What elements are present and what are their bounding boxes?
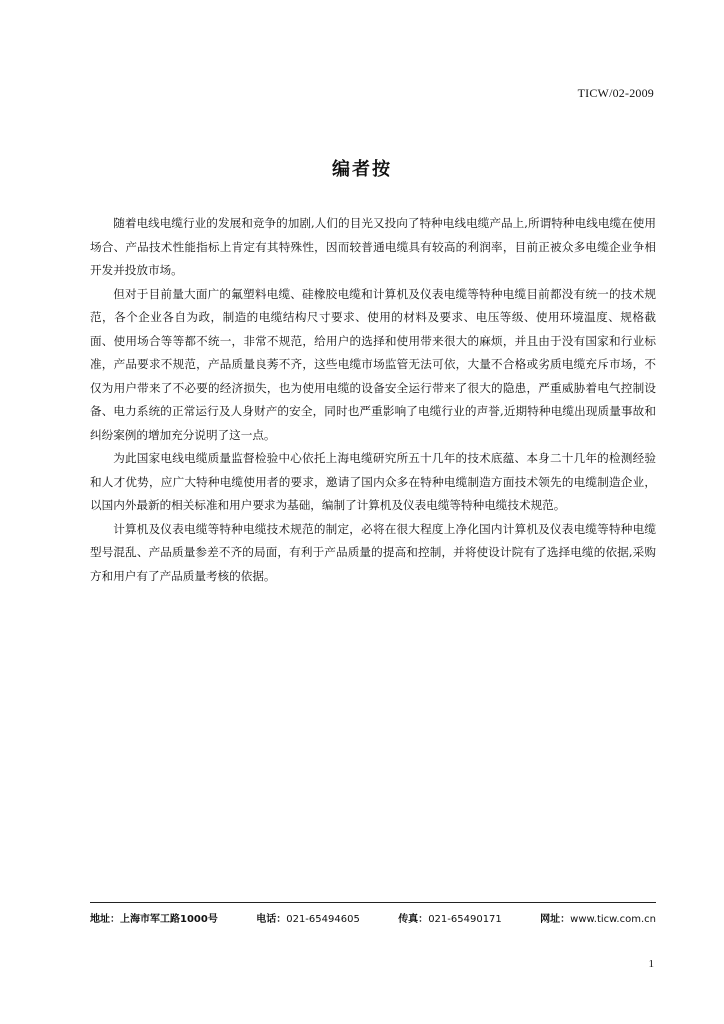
footer-divider (90, 902, 656, 903)
paragraph-3: 为此国家电线电缆质量监督检验中心依托上海电缆研究所五十几年的技术底蕴、本身二十几年的检测经验和人才优势，应广大特种电缆使用者的要求，邀请了国内众多在特种电缆制造方面技术领先的电缆制造企业，以国内外最新的相关标准和用户要求为基础，编制了计算机及仪表电缆等特种电缆技术规范。 (90, 451, 656, 512)
page-title: 编者按 (332, 159, 392, 180)
paragraph-2: 但对于目前量大面广的氟塑料电缆、硅橡胶电缆和计算机及仪表电缆等特种电缆目前都没有统一的技术规范，各个企业各自为政，制造的电缆结构尺寸要求、使用的材料及要求、电压等级、使用环境温度、规格截面、使用场合等等都不统一，非常不规范，给用户的选择和使用带来很大的麻烦，并且由于没有国家和行业标准，产品要求不规范，产品质量良莠不齐，这些电缆市场监管无法可依，大量不合格或劣质电缆充斥市场，不仅为用户带来了不必要的经济损失，也为使用电缆的设备安全运行带来了很大的隐患，严重威胁着电气控制设备、电力系统的正常运行及人身财产的安全，同时也严重影响了电缆行业的声誉,近期特种电缆出现质量事故和纠纷案例的增加充分说明了这一点。 (90, 286, 656, 442)
document-body (90, 212, 656, 588)
fax-label: 传真： (398, 914, 429, 925)
page-number: 1 (648, 958, 654, 970)
phone-value: 021-65494605 (286, 914, 360, 925)
footer-website (540, 910, 656, 925)
footer-phone (256, 910, 360, 925)
paragraph-1: 随着电线电缆行业的发展和竞争的加剧,人们的目光又投向了特种电线电缆产品上,所谓特种电线电缆在使用场合、产品技术性能指标上肯定有其特殊性，因而较普通电缆具有较高的利润率，目前正被众多电缆企业争相开发并投放市场。 (90, 216, 656, 277)
web-value: www.ticw.com.cn (570, 914, 656, 925)
phone-label: 电话： (256, 914, 287, 925)
address-label: 地址： (90, 914, 120, 925)
web-label: 网址： (540, 914, 571, 925)
footer-fax (398, 910, 502, 925)
footer-contact-info (90, 910, 656, 925)
fax-value: 021-65490171 (428, 914, 502, 925)
document-code: TICW/02-2009 (577, 86, 654, 100)
address-value: 上海市军工路1000号 (120, 914, 218, 925)
paragraph-4: 计算机及仪表电缆等特种电缆技术规范的制定，必将在很大程度上净化国内计算机及仪表电缆等特种电缆型号混乱、产品质量参差不齐的局面，有利于产品质量的提高和控制，并将使设计院有了选择电缆的依据,采购方和用户有了产品质量考核的依据。 (90, 521, 656, 583)
footer-address (90, 910, 218, 925)
